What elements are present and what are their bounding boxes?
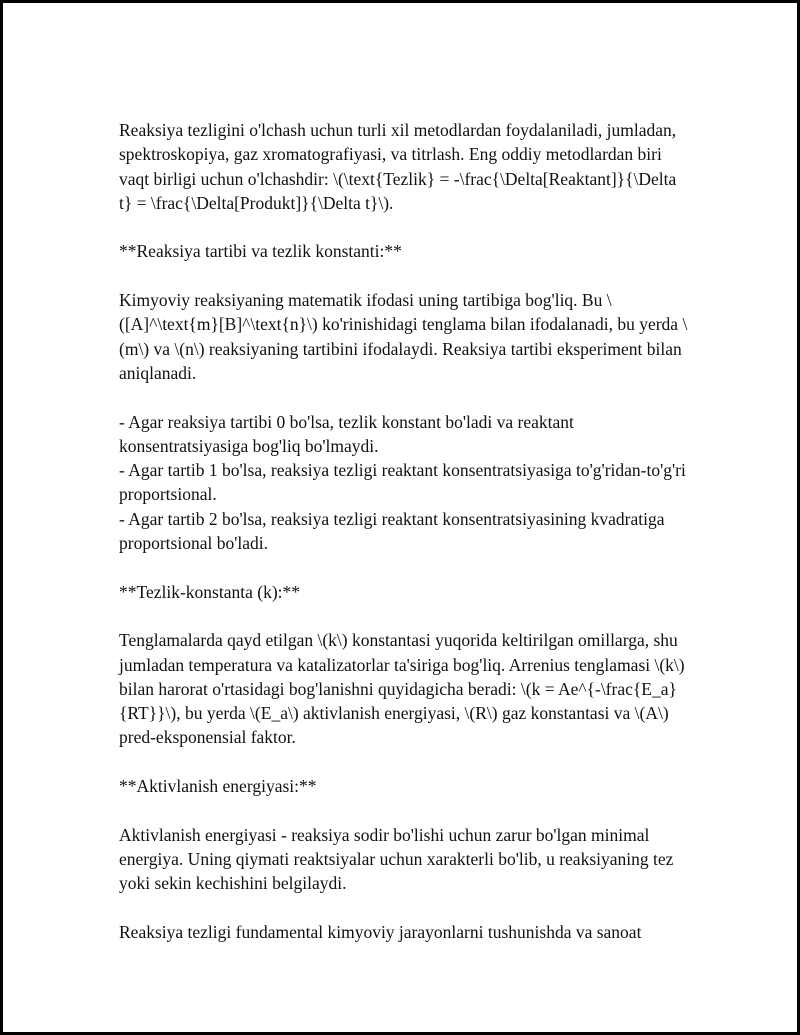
heading-rate-constant: **Tezlik-konstanta (k):** <box>119 581 301 602</box>
intro-paragraph: Reaksiya tezligini o'lchash uchun turli xil metodlardan foydalaniladi, jumladan, spektroskopiya, gaz xromatografiyasi, va titrlash. Eng oddiy metodlardan biri vaqt birligi uchun o'lchashdir: \(\text{Tezlik} = -\frac{\Delta[Reaktant]}{\Delta t} = \frac{\Delta[Produkt]}{\Delta t}\). <box>119 120 681 213</box>
heading-reaction-order: **Reaksiya tartibi va tezlik konstanti:** <box>119 241 402 262</box>
list-item-order-2: - Agar tartib 2 bo'lsa, reaksiya tezligi reaktant konsentratsiyasining kvadratiga proportsional bo'ladi. <box>119 508 665 554</box>
rate-constant-paragraph: Tenglamalarda qayd etilgan \(k\) konstantasi yuqorida keltirilgan omillarga, shu jumladan temperatura va katalizatorlar ta'siriga bog'liq. Arrenius tenglamasi \(k\) bilan harorat o'rtasidagi bog'lanishni quyidagicha beradi: \(k = Ae^{-\frac{E_a}{RT}}\), bu yerda \(E_a\) aktivlanish energiyasi, \(R\) gaz konstantasi va \(A\) pred-eksponensial faktor. <box>119 630 689 748</box>
list-item-order-1: - Agar tartib 1 bo'lsa, reaksiya tezligi reaktant konsentratsiyasiga to'g'ridan-to'g'ri proportsional. <box>119 460 686 505</box>
document-body <box>119 118 691 968</box>
reaction-order-paragraph: Kimyoviy reaksiyaning matematik ifodasi uning tartibiga bog'liq. Bu \([A]^\text{m}[B]^\text{n}\) ko'rinishidagi tenglama bilan ifodalanadi, bu yerda \(m\) va \(n\) reaksiyaning tartibini ifodalaydi. Reaksiya tartibi eksperiment bilan aniqlanadi. <box>119 290 688 383</box>
activation-energy-paragraph: Aktivlanish energiyasi - reaksiya sodir bo'lishi uchun zarur bo'lgan minimal energiya. Uning qiymati reaktsiyalar uchun xarakterli bo'lib, u reaksiyaning tez yoki sekin kechishini belgilaydi. <box>119 824 678 894</box>
reaction-order-list <box>119 410 691 556</box>
closing-paragraph-fragment: Reaksiya tezligi fundamental kimyoviy jarayonlarni tushunishda va sanoat <box>119 921 642 942</box>
list-item-order-0: - Agar reaksiya tartibi 0 bo'lsa, tezlik konstant bo'ladi va reaktant konsentratsiyasiga bog'liq bo'lmaydi. <box>119 411 574 456</box>
heading-activation-energy: **Aktivlanish energiyasi:** <box>119 776 317 797</box>
